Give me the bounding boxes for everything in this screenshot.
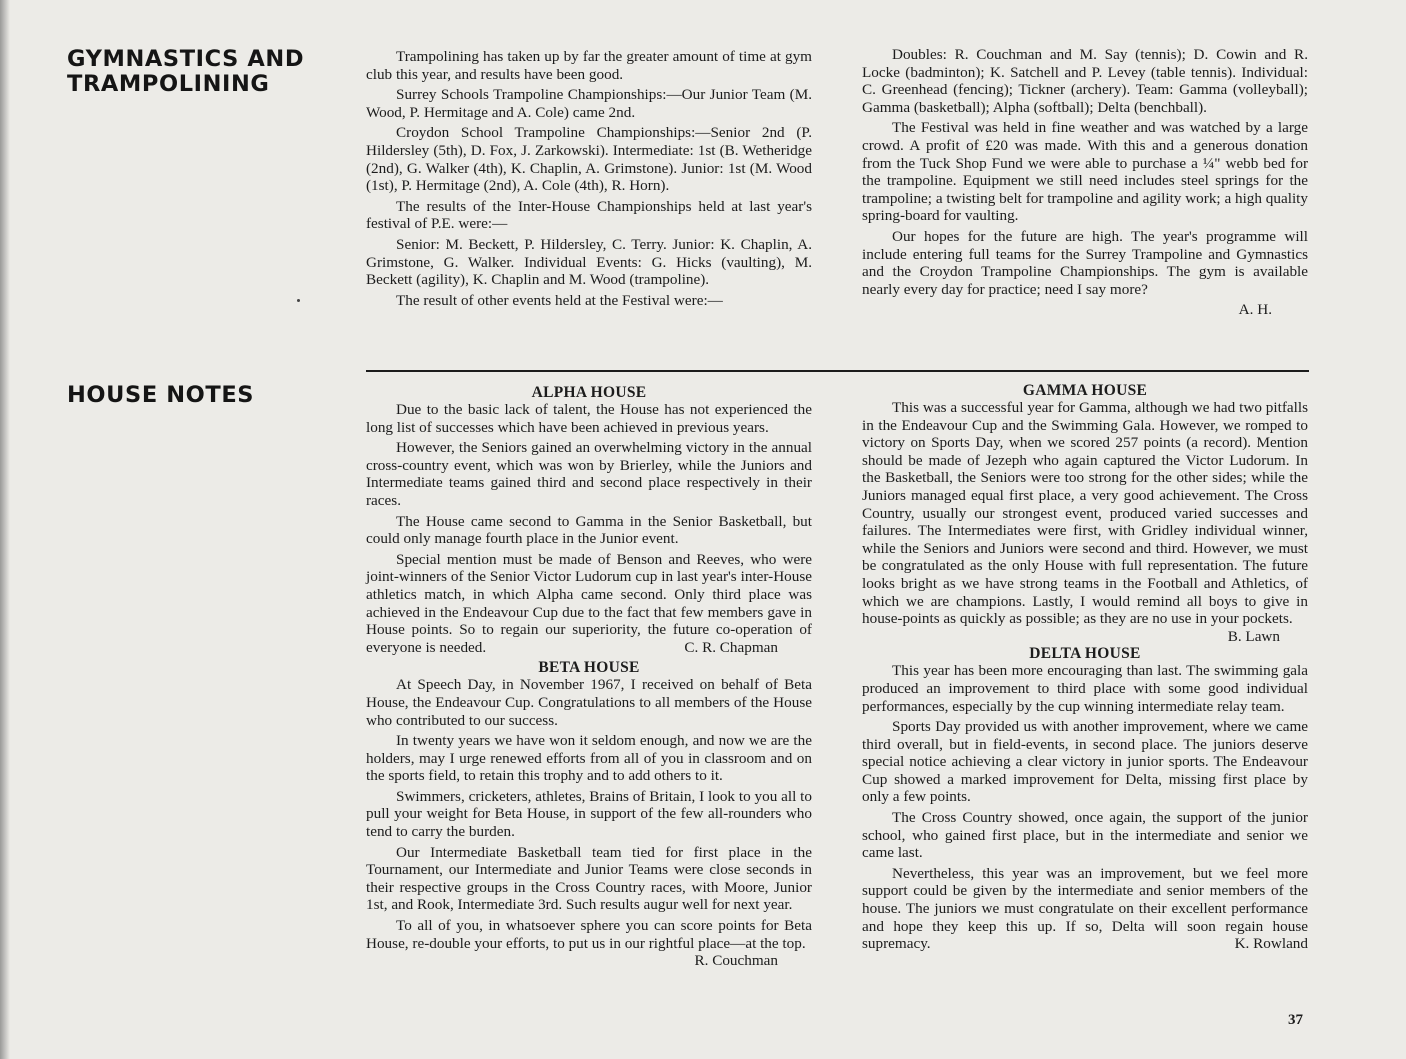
- section-divider: [366, 370, 1309, 372]
- beta-paragraph-signed: [366, 917, 812, 970]
- gymnastics-paragraph: Surrey Schools Trampoline Championships:—Our Junior Team (M. Wood, P. Hermitage and A. Cole) came 2nd.: [366, 86, 812, 121]
- gymnastics-paragraph: Senior: M. Beckett, P. Hildersley, C. Terry. Junior: K. Chaplin, A. Grimstone, G. Walker. Individual Events: G. Hicks (vaulting), M. Beckett (agility), K. Chaplin and M. Wood (trampoline).: [366, 235, 812, 289]
- gamma-paragraph: This was a successful year for Gamma, although we had two pitfalls in the Endeavour Cup and the Swimming Gala. However, we romped to victory on Sports Day, when we scored 257 points (a record). Mention should be made of Jezeph who again captured the Victor Ludorum. In the Basketball, the Seniors were too strong for the other sides; while the Juniors managed equal first place, a very good achievement. The Cross Country, usually our strongest event, produced varied successes and failures. The Intermediates were first, with Gridley individual winner, while the Seniors and Juniors were second and third. However, we must be congratulated as the only House with full representation. The future looks bright as we have strong teams in the Football and Athletics, of which we are champions. Lastly, I would remind all boys to give in house-points as quickly as possible; as they are no use in your pockets.: [862, 399, 1308, 628]
- delta-paragraph: Sports Day provided us with another improvement, where we came third overall, but in field-events, in second place. The juniors deserve special notice achieving a clear victory in junior sports. The Endeavour Cup showed a marked improvement for Delta, missing first place by only a few points.: [862, 718, 1308, 806]
- house-notes-column-right: [862, 382, 1308, 956]
- beta-paragraph: Swimmers, cricketers, athletes, Brains of Britain, I look to you all to pull your weight for Beta House, in support of the few all-rounders who tend to carry the burden.: [366, 787, 812, 841]
- gymnastics-paragraph: The results of the Inter-House Championships held at last year's festival of P.E. were:—: [366, 197, 812, 233]
- delta-paragraph-signed: [862, 865, 1308, 953]
- page-number: 37: [1288, 1012, 1303, 1028]
- gymnastics-column-left: [366, 48, 812, 312]
- page-edge-shadow: [0, 0, 10, 1059]
- gamma-paragraph-signed: [862, 399, 1308, 645]
- house-notes-column-left: [366, 384, 812, 970]
- alpha-house-title: ALPHA HOUSE: [531, 384, 647, 401]
- delta-house-title: DELTA HOUSE: [1029, 645, 1141, 663]
- delta-paragraph: Nevertheless, this year was an improvement, but we feel more support could be given by the intermediate and senior members of the house. The juniors we must congratulate on their excellent performance and hope they keep this up. If so, Delta will soon regain house supremacy.: [862, 864, 1308, 953]
- gymnastics-column-right: [862, 46, 1308, 322]
- gymnastics-paragraph: Croydon School Trampoline Championships:—Senior 2nd (P. Hildersley (5th), D. Fox, J. Zarkowski). Intermediate: 1st (B. Wetheridge (2nd), G. Walker (4th), K. Chaplin, A. Grimstone). Junior: 1st (M. Wood (1st), P. Hermitage (2nd), A. Cole (4th), R. Horn).: [366, 124, 812, 195]
- delta-paragraph: This year has been more encouraging than last. The swimming gala produced an improvement to third place with some good individual performances, especially by the cup winning intermediate relay team.: [862, 662, 1308, 715]
- beta-paragraph: At Speech Day, in November 1967, I received on behalf of Beta House, the Endeavour Cup. Congratulations to all members of the House who contributed to our success.: [366, 676, 812, 729]
- gymnastics-heading-line1: GYMNASTICS AND: [67, 46, 305, 72]
- beta-house-title: BETA HOUSE: [538, 659, 640, 677]
- gymnastics-signature: A. H.: [1238, 301, 1272, 319]
- gamma-signature: B. Lawn: [1227, 627, 1280, 645]
- gymnastics-heading-line2: TRAMPOLINING: [67, 71, 270, 97]
- gamma-house-title: GAMMA HOUSE: [1022, 382, 1148, 399]
- beta-signature: R. Couchman: [694, 952, 778, 970]
- beta-paragraph: Our Intermediate Basketball team tied for first place in the Tournament, our Intermediate and Junior Teams were close seconds in their respective groups in the Cross Country races, with Moore, Junior 1st, and Rook, Intermediate 3rd. Such results augur well for next year.: [366, 843, 812, 914]
- delta-paragraph: The Cross Country showed, once again, the support of the junior school, who gained first place, but in the intermediate and senior we came last.: [862, 809, 1308, 862]
- alpha-paragraph: Special mention must be made of Benson and Reeves, who were joint-winners of the Senior Victor Ludorum cup in last year's inter-House athletics match, in which Alpha came second. Only third place was achieved in the Endeavour Cup due to the fact that few members gave in House points. So to regain our superiority, the future co-operation of everyone is needed.: [366, 550, 812, 656]
- alpha-paragraph: However, the Seniors gained an overwhelming victory in the annual cross-country event, which was won by Brierley, while the Juniors and Intermediate teams gained third and second place respectively in their races.: [366, 439, 812, 509]
- gymnastics-paragraph: The Festival was held in fine weather and was watched by a large crowd. A profit of £20 was made. With this and a generous donation from the Tuck Shop Fund we were able to purchase a ¼" webb bed for the trampoline. Equipment we still need includes steel springs for the trampoline; a twisting belt for trampoline and agility work; a high quality spring-board for vaulting.: [862, 119, 1308, 225]
- print-speck: [297, 299, 300, 302]
- beta-paragraph: In twenty years we have won it seldom enough, and now we are the holders, may I urge renewed efforts from all of you in classroom and on the sports field, to retain this trophy and to add others to it.: [366, 732, 812, 785]
- alpha-paragraph-signed: [366, 551, 812, 657]
- alpha-signature: C. R. Chapman: [684, 638, 778, 656]
- beta-paragraph: To all of you, in whatsoever sphere you can score points for Beta House, re-double your efforts, to put us in our rightful place—at the top.: [366, 917, 812, 952]
- gymnastics-paragraph: Trampolining has taken up by far the greater amount of time at gym club this year, and results have been good.: [366, 48, 812, 83]
- house-notes-heading: HOUSE NOTES: [67, 382, 255, 408]
- alpha-paragraph: Due to the basic lack of talent, the House has not experienced the long list of successes which have been achieved in previous years.: [366, 401, 812, 436]
- gymnastics-paragraph: Doubles: R. Couchman and M. Say (tennis); D. Cowin and R. Locke (badminton); K. Satchell and P. Levey (table tennis). Individual: C. Greenhead (fencing); Tickner (archery). Team: Gamma (volleyball); Gamma (basketball); Alpha (softball); Delta (benchball).: [862, 46, 1308, 116]
- gymnastics-paragraph: Our hopes for the future are high. The year's programme will include entering full teams for the Surrey Trampoline and Gymnastics and the Croydon Trampoline Championships. The gym is available nearly every day for practice; need I say more?: [862, 227, 1308, 298]
- gymnastics-heading: [67, 47, 304, 97]
- gymnastics-paragraph: The result of other events held at the Festival were:—: [396, 291, 723, 309]
- alpha-paragraph: The House came second to Gamma in the Senior Basketball, but could only manage fourth place in the Junior event.: [366, 512, 812, 548]
- delta-signature: K. Rowland: [1234, 935, 1308, 953]
